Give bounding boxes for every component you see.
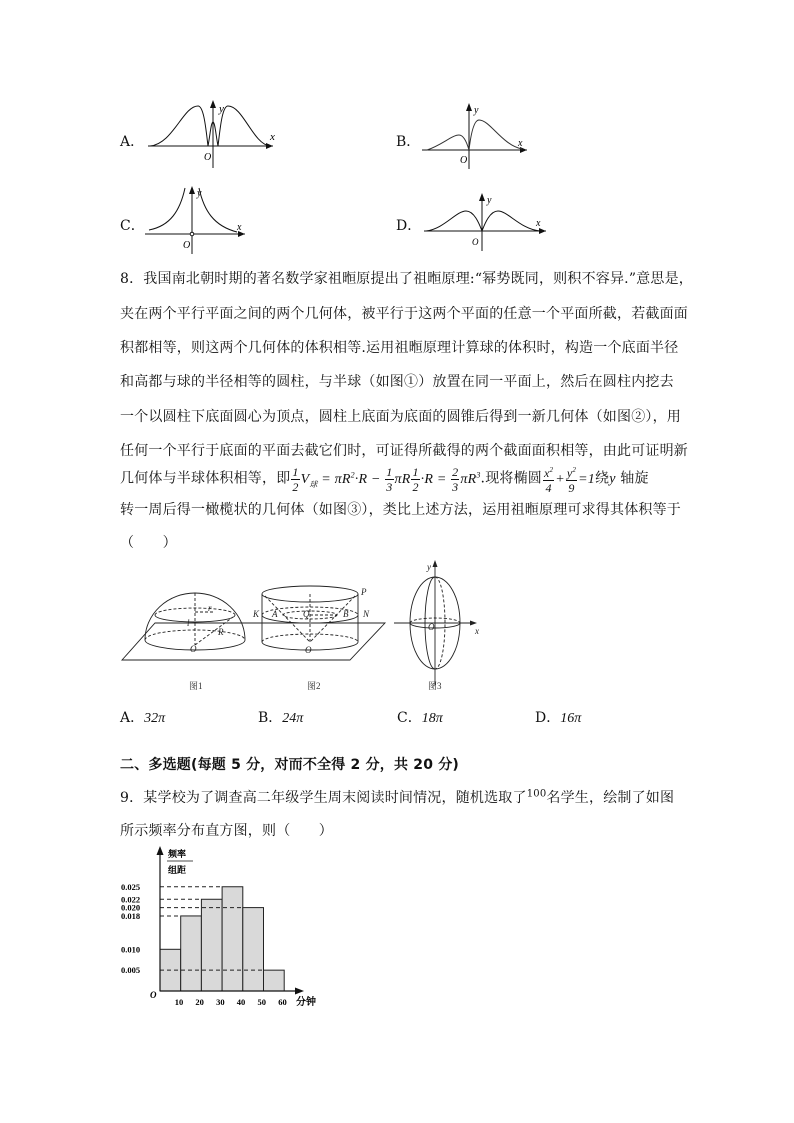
histogram-bar: [264, 970, 285, 991]
q8-paren: （ ）: [120, 535, 177, 551]
axis-x-label: x: [536, 218, 541, 229]
x-tick-label: 50: [257, 997, 266, 1007]
origin-label: O: [204, 152, 212, 163]
q9-line-1-suffix: 名学生，绘制了如图: [546, 790, 675, 806]
option-value: 18π: [421, 711, 443, 726]
histogram-bar: [181, 916, 202, 991]
y-tick-label: 0.010: [121, 944, 141, 955]
formula-axis: y: [609, 471, 616, 487]
option-label: B．: [258, 710, 283, 726]
formula-end: 轴旋: [620, 470, 649, 487]
q8-option-d[interactable]: [535, 707, 581, 727]
figure-1-caption: 图1: [189, 681, 203, 691]
formula-prefix: 几何体与半球体积相等，即: [120, 470, 291, 487]
label-R: R: [218, 627, 224, 637]
axis-x-label: x: [270, 131, 275, 143]
q7-option-a-label: A．: [120, 134, 145, 150]
figure-1-hemisphere: [145, 593, 245, 650]
formula-mid: .现将椭圆: [480, 470, 542, 487]
origin-label: O: [183, 240, 191, 251]
histogram-bar: [201, 899, 222, 991]
q8-option-c[interactable]: [397, 707, 443, 727]
figure-3-caption: 图3: [428, 681, 442, 691]
option-value: 24π: [282, 711, 304, 726]
axis-y-label: y: [197, 188, 202, 199]
label-r: r: [208, 603, 212, 613]
figure-2-caption: 图2: [307, 681, 321, 691]
q8-line-3: 积都相等，则这两个几何体的体积相等.运用祖暅原理计算球的体积时，构造一个底面半径: [120, 340, 679, 356]
y-label-top: 频率: [168, 849, 187, 859]
option-value: 16π: [560, 711, 582, 726]
q9-line-2: 所示频率分布直方图，则（ ）: [120, 823, 333, 839]
x-tick-label: 40: [236, 997, 246, 1007]
q9-line-1-prefix: 9．某学校为了调查高二年级学生周末阅读时间情况，随机选取了: [120, 790, 527, 806]
volume-formula: $\frac{1}{2}$ $V_球 = \pi R^2\cdot R$ − $\frac{1}{3}$ πR $\frac{1}{2}$ ·R = $\frac{2}{3}$ $\pi R^3$: [292, 464, 481, 494]
histogram-bar: [243, 908, 264, 991]
ellipse-equation: $\frac{x^2}{4}$ + $\frac{y^2}{9}$ =1: [542, 472, 595, 487]
y-axis-arrow: [157, 846, 164, 855]
q8-figures: [115, 560, 495, 695]
x-tick-label: 10: [174, 997, 184, 1007]
y-tick-label: 0.020: [121, 902, 141, 913]
q8-line-1: 8．我国南北朝时期的著名数学家祖暅原提出了祖暅原理:“幂势既同，则积不容异.”意思是，: [120, 271, 693, 287]
origin-label: O: [150, 990, 157, 1000]
label-O2: O: [305, 645, 312, 655]
x-tick-label: 60: [278, 997, 287, 1007]
q8-option-b[interactable]: [258, 707, 303, 727]
q9-sample-size: 100: [526, 788, 547, 800]
axis-x-label: x: [518, 138, 523, 149]
label-l: l: [187, 618, 190, 628]
y-tick-label: 0.025: [121, 881, 141, 892]
y-tick-label: 0.005: [121, 965, 141, 976]
q7-option-c-label: C．: [120, 218, 145, 234]
y-tick-label: 0.018: [121, 910, 141, 921]
q7-option-c-graph: [145, 186, 245, 256]
histogram-chart: [120, 840, 340, 1020]
origin-label: O: [472, 237, 479, 247]
histogram-bar: [222, 887, 243, 991]
x-tick-label: 20: [195, 997, 204, 1007]
section-2-title: 二、多选题(每题 5 分，对而不全得 2 分，共 20 分): [120, 757, 460, 773]
q7-option-b-label: B．: [396, 134, 421, 150]
option-value: 32π: [144, 711, 166, 726]
axis-y-label: y: [474, 105, 479, 116]
label-N: N: [363, 609, 370, 619]
q8-option-a[interactable]: [120, 707, 165, 727]
q9-line-1: [120, 787, 674, 807]
label-O1: O: [190, 644, 197, 654]
axis-y-label: y: [487, 195, 492, 206]
q7-option-d-label: D．: [396, 218, 422, 234]
x-label: 分钟: [296, 997, 316, 1008]
q8-formula-line: [120, 460, 649, 499]
label-A: A: [272, 609, 278, 619]
q7-option-b-graph: [422, 103, 527, 171]
label-K: K: [253, 609, 260, 619]
option-label: C．: [397, 710, 422, 726]
q8-line-5: 一个以圆柱下底面圆心为顶点，圆柱上底面为底面的圆锥后得到一新几何体（如图②），用: [120, 409, 681, 425]
axis-x-label: x: [237, 222, 242, 233]
x-tick-label: 30: [216, 997, 225, 1007]
label-B: B: [343, 609, 349, 619]
option-label: D．: [535, 710, 561, 726]
label-x: x: [475, 626, 479, 636]
q8-line-6: 任何一个平行于底面的平面去截它们时，可证得所截得的两个截面面积相等，由此可证明新: [120, 443, 688, 459]
label-y: y: [427, 562, 431, 572]
q7-option-d-graph: [424, 193, 546, 253]
x-axis-arrow: [295, 988, 304, 995]
formula-suffix: 绕: [594, 470, 610, 487]
label-P: P: [361, 587, 367, 597]
origin-label: O: [460, 155, 468, 166]
label-O3: O: [428, 622, 435, 632]
q8-line-8: 转一周后得一橄榄状的几何体（如图③），类比上述方法，运用祖暅原理可求得其体积等于: [120, 502, 681, 518]
option-label: A．: [120, 710, 145, 726]
y-label-bottom: 组距: [168, 865, 187, 875]
y-tick-label: 0.022: [121, 894, 141, 905]
q8-line-2: 夹在两个平行平面之间的两个几何体，被平行于这两个平面的任意一个平面所截，若截面面: [120, 306, 688, 322]
axis-y-label: y: [219, 103, 224, 115]
q7-option-a-graph: [148, 100, 273, 170]
label-Q: Q: [303, 609, 310, 619]
q8-line-4: 和高都与球的半径相等的圆柱，与半球（如图①）放置在同一平面上，然后在圆柱内挖去: [120, 374, 674, 390]
